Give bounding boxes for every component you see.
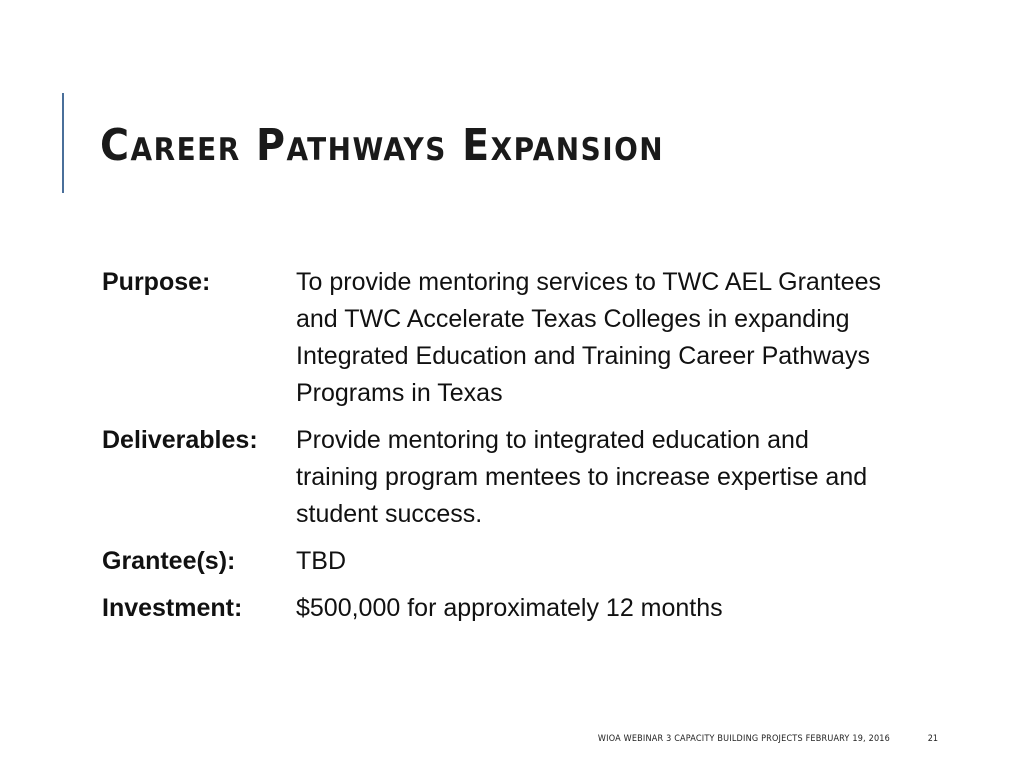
deliverables-label: Deliverables: — [102, 426, 258, 454]
investment-label: Investment: — [102, 594, 243, 622]
purpose-label: Purpose: — [102, 268, 211, 296]
page-number: 21 — [927, 734, 938, 744]
purpose-row — [102, 264, 922, 412]
slide-title: Career Pathways Expansion — [100, 120, 665, 171]
purpose-value: To provide mentoring services to TWC AEL Grantees and TWC Accelerate Texas Colleges in expanding Integrated Education and Training Career Pathways Programs in Texas — [296, 268, 881, 407]
grantees-row — [102, 543, 922, 580]
title-accent-bar — [62, 93, 64, 193]
grantees-label: Grantee(s): — [102, 547, 236, 575]
deliverables-value: Provide mentoring to integrated education and training program mentees to increase expertise and student success. — [296, 426, 868, 528]
investment-row — [102, 590, 922, 627]
grantees-value: TBD — [296, 547, 346, 575]
deliverables-row — [102, 422, 922, 533]
footer-text: WIOA WEBINAR 3 CAPACITY BUILDING PROJECTS FEBRUARY 19, 2016 — [597, 734, 890, 744]
slide-content — [102, 264, 922, 637]
investment-value: $500,000 for approximately 12 months — [296, 594, 723, 622]
